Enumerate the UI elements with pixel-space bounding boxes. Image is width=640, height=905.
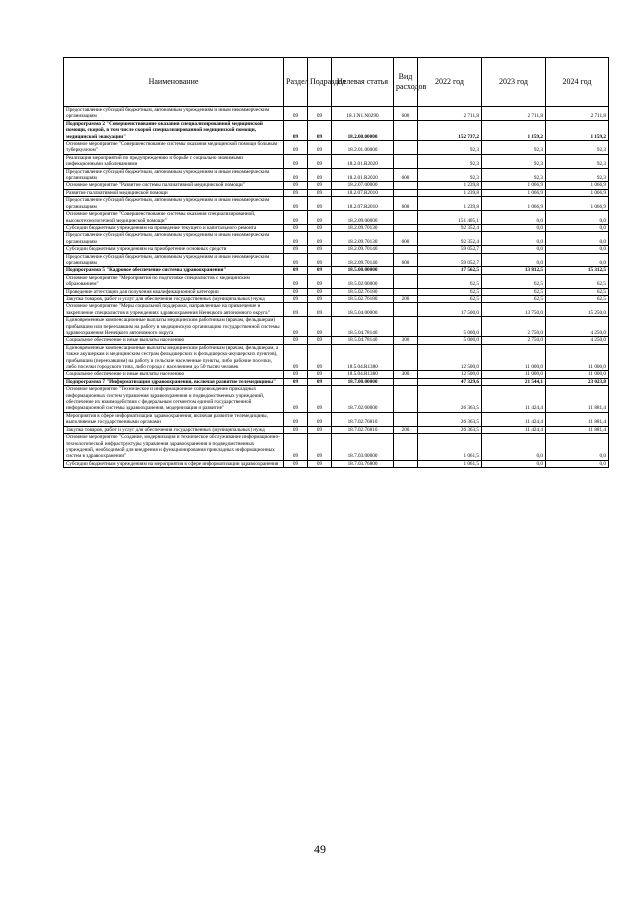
- cell-2024: 4 250,0: [546, 317, 609, 337]
- cell-2023: 0,0: [482, 224, 546, 231]
- table-row: [64, 378, 609, 385]
- cell-subsection: 09: [308, 371, 332, 378]
- cell-target: 18.2.01.R2020: [332, 154, 394, 168]
- cell-2024: 11 881,4: [546, 412, 609, 426]
- cell-section: 09: [284, 303, 308, 317]
- table-row: [64, 303, 609, 317]
- cell-2022: 92 352,4: [418, 224, 482, 231]
- table-row: [64, 246, 609, 253]
- cell-2022: 1 061,5: [418, 460, 482, 467]
- cell-2024: 62,5: [546, 288, 609, 295]
- cell-subsection: 09: [308, 232, 332, 246]
- table-row: [64, 426, 609, 433]
- table-row: [64, 182, 609, 189]
- cell-subsection: 09: [308, 197, 332, 211]
- cell-expense-type: [394, 378, 418, 385]
- cell-target: 18.5.04.78140: [332, 317, 394, 337]
- cell-target: 18.5.04.00000: [332, 303, 394, 317]
- cell-2023: 92,3: [482, 141, 546, 155]
- cell-2022: 59 052,7: [418, 253, 482, 267]
- cell-2023: 11 000,0: [482, 344, 546, 371]
- cell-subsection: 09: [308, 267, 332, 274]
- cell-subsection: 09: [308, 317, 332, 337]
- table-row: [64, 412, 609, 426]
- page-number: 49: [314, 842, 326, 856]
- header-expense-type: Вид расходов: [394, 58, 418, 107]
- cell-2022: 92,3: [418, 141, 482, 155]
- cell-section: 09: [284, 460, 308, 467]
- table-row: [64, 344, 609, 371]
- cell-2024: 62,5: [546, 274, 609, 288]
- cell-target: 18.2.09.70130: [332, 232, 394, 246]
- cell-name: Развитие паллиативной медицинской помощи: [64, 189, 284, 196]
- cell-name: Предоставление субсидий бюджетным, автономным учреждениям и иным некоммерческим организациям: [64, 107, 284, 121]
- cell-name: Основное мероприятие "Совершенствование системы оказания специализированной, высокотехнологичной медицинской помощи": [64, 211, 284, 225]
- cell-subsection: 09: [308, 224, 332, 231]
- cell-2022: 1 239,8: [418, 197, 482, 211]
- table-row: [64, 253, 609, 267]
- cell-section: 09: [284, 189, 308, 196]
- cell-subsection: 09: [308, 295, 332, 302]
- header-section: Раздел: [284, 58, 308, 107]
- cell-name: Субсидии бюджетным учреждениям на приобретение основных средств: [64, 246, 284, 253]
- cell-2022: 5 000,0: [418, 317, 482, 337]
- table-body: [64, 107, 609, 468]
- cell-target: 18.2.09.70140: [332, 253, 394, 267]
- cell-name: Подпрограмма 2 "Совершенствование оказания специализированной медицинской помощи, скорой, в том числе скорой специализированной медицинской помощи, медицинской эвакуации": [64, 120, 284, 140]
- table-row: [64, 317, 609, 337]
- cell-name: Мероприятия в сфере информатизации здравоохранения, включая развитие телемедицины, выполняемые государственными органами: [64, 412, 284, 426]
- cell-target: 18.5.02.76180: [332, 288, 394, 295]
- cell-2023: 92,3: [482, 154, 546, 168]
- cell-target: 18.2.07.R2010: [332, 189, 394, 196]
- cell-subsection: 09: [308, 344, 332, 371]
- cell-expense-type: [394, 460, 418, 467]
- cell-2023: 2 711,8: [482, 107, 546, 121]
- cell-expense-type: [394, 386, 418, 413]
- cell-subsection: 09: [308, 303, 332, 317]
- cell-2022: 26 363,5: [418, 412, 482, 426]
- cell-expense-type: [394, 267, 418, 274]
- cell-section: 09: [284, 412, 308, 426]
- cell-subsection: 09: [308, 434, 332, 461]
- cell-subsection: 09: [308, 426, 332, 433]
- cell-subsection: 09: [308, 253, 332, 267]
- cell-2024: 11 000,0: [546, 344, 609, 371]
- cell-expense-type: 200: [394, 426, 418, 433]
- cell-2022: 92,3: [418, 168, 482, 182]
- cell-subsection: 09: [308, 460, 332, 467]
- table-row: [64, 211, 609, 225]
- cell-expense-type: 600: [394, 232, 418, 246]
- cell-2023: 1 066,9: [482, 182, 546, 189]
- cell-name: Единовременные компенсационные выплаты медицинским работникам (врачам, фельдшерам) прибывшим или переехавшим на работу в медицинскую организацию государственной системы здравоохранения Ненецкого автономного округа: [64, 317, 284, 337]
- cell-name: Закупка товаров, работ и услуг для обеспечения государственных (муниципальных) нужд: [64, 426, 284, 433]
- cell-target: 18.7.00.00000: [332, 378, 394, 385]
- cell-2022: 151 405,1: [418, 211, 482, 225]
- cell-section: 09: [284, 253, 308, 267]
- table-row: [64, 386, 609, 413]
- cell-2023: 0,0: [482, 211, 546, 225]
- cell-2024: 23 023,8: [546, 378, 609, 385]
- cell-2023: 13 812,5: [482, 267, 546, 274]
- cell-2022: 2 711,8: [418, 107, 482, 121]
- table-row: [64, 141, 609, 155]
- cell-2023: 0,0: [482, 246, 546, 253]
- cell-expense-type: [394, 288, 418, 295]
- cell-2023: 0,0: [482, 460, 546, 467]
- cell-name: Подпрограмма 5 "Кадровое обеспечение системы здравоохранения": [64, 267, 284, 274]
- cell-section: 09: [284, 182, 308, 189]
- cell-section: 09: [284, 371, 308, 378]
- cell-name: Единовременные компенсационные выплаты медицинским работникам (врачам, фельдшерам, а также акушеркам и медицинским сестрам фельдшерских и фельдшерско-акушерских пунктов), прибывшим (переехавшим) на работу в сельские населенные пункты, либо рабочие поселки, либо поселки городского типа, либо города с населением до 50 тысяч человек: [64, 344, 284, 371]
- cell-name: Основное мероприятие "Развитие системы паллиативной медицинской помощи": [64, 182, 284, 189]
- header-name: Наименование: [64, 58, 284, 107]
- cell-2023: 62,5: [482, 288, 546, 295]
- header-target: Целевая статья: [332, 58, 394, 107]
- cell-section: 09: [284, 295, 308, 302]
- cell-target: 18.2.01.R2020: [332, 168, 394, 182]
- cell-2024: 0,0: [546, 246, 609, 253]
- cell-2024: 11 881,4: [546, 386, 609, 413]
- cell-2024: 11 881,4: [546, 426, 609, 433]
- cell-subsection: 09: [308, 288, 332, 295]
- cell-2022: 17 562,5: [418, 267, 482, 274]
- cell-2023: 11 000,0: [482, 371, 546, 378]
- cell-2024: 15 312,5: [546, 267, 609, 274]
- cell-expense-type: [394, 344, 418, 371]
- cell-expense-type: [394, 120, 418, 140]
- cell-subsection: 09: [308, 378, 332, 385]
- cell-section: 09: [284, 386, 308, 413]
- cell-section: 09: [284, 197, 308, 211]
- cell-section: 09: [284, 378, 308, 385]
- cell-2023: 2 750,0: [482, 317, 546, 337]
- cell-name: Предоставление субсидий бюджетным, автономным учреждениям и иным некоммерческим организациям: [64, 232, 284, 246]
- cell-2024: 92,3: [546, 168, 609, 182]
- cell-2022: 1 061,5: [418, 434, 482, 461]
- cell-subsection: 09: [308, 412, 332, 426]
- cell-subsection: 09: [308, 182, 332, 189]
- cell-target: 18.5.02.76180: [332, 295, 394, 302]
- cell-subsection: 09: [308, 246, 332, 253]
- budget-table: [63, 57, 609, 468]
- cell-2023: 11 424,4: [482, 386, 546, 413]
- table-row: [64, 232, 609, 246]
- cell-2022: 5 000,0: [418, 337, 482, 344]
- cell-expense-type: [394, 224, 418, 231]
- cell-2023: 0,0: [482, 434, 546, 461]
- cell-2022: 62,5: [418, 295, 482, 302]
- cell-name: Основное мероприятие "Меры социальной поддержки, направленные на привлечение и закрепление специалистов в учреждениях здравоохранения Ненецкого автономного округа": [64, 303, 284, 317]
- cell-expense-type: [394, 182, 418, 189]
- table-row: [64, 274, 609, 288]
- table-row: [64, 371, 609, 378]
- cell-target: 18.7.03.76800: [332, 460, 394, 467]
- cell-2023: 11 424,4: [482, 412, 546, 426]
- cell-2022: 62,5: [418, 274, 482, 288]
- cell-subsection: 09: [308, 120, 332, 140]
- cell-section: 09: [284, 154, 308, 168]
- cell-name: Предоставление субсидий бюджетным, автономным учреждениям и иным некоммерческим организациям: [64, 197, 284, 211]
- cell-expense-type: 300: [394, 337, 418, 344]
- cell-expense-type: [394, 211, 418, 225]
- cell-2023: 0,0: [482, 232, 546, 246]
- cell-section: 09: [284, 344, 308, 371]
- cell-2023: 62,5: [482, 274, 546, 288]
- cell-section: 09: [284, 267, 308, 274]
- cell-name: Основное мероприятие "Мероприятия по подготовке специалистов с медицинским образованием": [64, 274, 284, 288]
- cell-target: 18.2.09.00000: [332, 211, 394, 225]
- cell-target: 18.2.00.00000: [332, 120, 394, 140]
- table-row: [64, 107, 609, 121]
- cell-name: Социальное обеспечение и иные выплаты населению: [64, 337, 284, 344]
- cell-expense-type: 300: [394, 371, 418, 378]
- cell-2023: 62,5: [482, 295, 546, 302]
- cell-name: Основное мероприятие "Техническое и информационное сопровождение прикладных информационных систем управления здравоохранения и подведомственных учреждений, обеспечение их взаимодействия с федеральным сегментом единой государственной информационной системы здравоохранения, модернизация и развитие": [64, 386, 284, 413]
- cell-name: Проведение аттестации для получения квалификационной категории: [64, 288, 284, 295]
- cell-2024: 0,0: [546, 460, 609, 467]
- header-subsection: Подраздел: [308, 58, 332, 107]
- cell-2024: 0,0: [546, 232, 609, 246]
- cell-section: 09: [284, 168, 308, 182]
- cell-2024: 0,0: [546, 211, 609, 225]
- cell-2022: 1 239,8: [418, 189, 482, 196]
- cell-2024: 0,0: [546, 253, 609, 267]
- cell-expense-type: [394, 412, 418, 426]
- cell-expense-type: [394, 274, 418, 288]
- cell-subsection: 09: [308, 168, 332, 182]
- table-row: [64, 120, 609, 140]
- cell-section: 09: [284, 120, 308, 140]
- cell-2022: 59 052,7: [418, 246, 482, 253]
- cell-section: 09: [284, 274, 308, 288]
- header-2023: 2023 год: [482, 58, 546, 107]
- cell-subsection: 09: [308, 189, 332, 196]
- cell-subsection: 09: [308, 386, 332, 413]
- cell-expense-type: [394, 434, 418, 461]
- cell-2022: 26 363,5: [418, 386, 482, 413]
- cell-2022: 1 239,8: [418, 182, 482, 189]
- table-row: [64, 189, 609, 196]
- cell-target: 18.2.07.R2010: [332, 197, 394, 211]
- table-row: [64, 224, 609, 231]
- cell-2022: 26 363,5: [418, 426, 482, 433]
- cell-2024: 0,0: [546, 434, 609, 461]
- cell-target: 18.5.04.R1380: [332, 371, 394, 378]
- table-row: [64, 197, 609, 211]
- cell-2022: 47 329,6: [418, 378, 482, 385]
- cell-name: Реализация мероприятий по предупреждению и борьбе с социально значимыми инфекционными заболеваниями: [64, 154, 284, 168]
- cell-subsection: 09: [308, 274, 332, 288]
- cell-name: Основное мероприятие "Совершенствование системы оказания медицинской помощи больным туберкулезом": [64, 141, 284, 155]
- cell-subsection: 09: [308, 107, 332, 121]
- cell-2024: 1 159,2: [546, 120, 609, 140]
- cell-2024: 1 066,9: [546, 189, 609, 196]
- cell-name: Основное мероприятие "Создание, модернизация и техническое обслуживание информационно-технологической инфраструктуры управления здравоохранения и подведомственных учреждений, необходимой для внедрения и функционирования прикладных информационных систем в здравоохранении": [64, 434, 284, 461]
- cell-section: 09: [284, 434, 308, 461]
- cell-2023: 2 750,0: [482, 337, 546, 344]
- table-row: [64, 434, 609, 461]
- table-header-row: [64, 58, 609, 107]
- cell-expense-type: 600: [394, 168, 418, 182]
- cell-name: Субсидии бюджетным учреждениям на проведение текущего и капитального ремонта: [64, 224, 284, 231]
- cell-section: 09: [284, 426, 308, 433]
- cell-section: 09: [284, 141, 308, 155]
- cell-section: 09: [284, 288, 308, 295]
- cell-2022: 62,5: [418, 288, 482, 295]
- cell-name: Субсидии бюджетным учреждениям на мероприятия в сфере информатизации здравоохранения: [64, 460, 284, 467]
- table-row: [64, 288, 609, 295]
- cell-section: 09: [284, 317, 308, 337]
- cell-2023: 1 159,2: [482, 120, 546, 140]
- cell-2022: 92 352,4: [418, 232, 482, 246]
- cell-2024: 1 066,9: [546, 197, 609, 211]
- cell-2022: 152 737,2: [418, 120, 482, 140]
- cell-expense-type: [394, 189, 418, 196]
- cell-name: Подпрограмма 7 "Информатизация здравоохранения, включая развитие телемедицины": [64, 378, 284, 385]
- header-2024: 2024 год: [546, 58, 609, 107]
- cell-2023: 0,0: [482, 253, 546, 267]
- cell-target: 18.7.02.76810: [332, 426, 394, 433]
- cell-section: 09: [284, 246, 308, 253]
- cell-expense-type: 600: [394, 253, 418, 267]
- cell-2023: 1 066,9: [482, 189, 546, 196]
- table-row: [64, 460, 609, 467]
- cell-section: 09: [284, 337, 308, 344]
- cell-2024: 1 066,9: [546, 182, 609, 189]
- cell-target: 18.7.03.00000: [332, 434, 394, 461]
- cell-expense-type: [394, 246, 418, 253]
- cell-expense-type: 600: [394, 197, 418, 211]
- cell-section: 09: [284, 224, 308, 231]
- cell-expense-type: [394, 141, 418, 155]
- cell-subsection: 09: [308, 141, 332, 155]
- cell-target: 18.5.02.00000: [332, 274, 394, 288]
- cell-2023: 11 424,4: [482, 426, 546, 433]
- cell-target: 18.5.04.78140: [332, 337, 394, 344]
- cell-2023: 1 066,9: [482, 197, 546, 211]
- cell-2024: 4 250,0: [546, 337, 609, 344]
- cell-2022: 12 500,0: [418, 344, 482, 371]
- cell-2022: 17 500,0: [418, 303, 482, 317]
- cell-target: 18.1.N1.N0290: [332, 107, 394, 121]
- table-row: [64, 168, 609, 182]
- cell-target: 18.7.02.00000: [332, 386, 394, 413]
- cell-target: 18.2.09.70130: [332, 224, 394, 231]
- cell-2024: 15 250,0: [546, 303, 609, 317]
- cell-target: 18.2.01.00000: [332, 141, 394, 155]
- cell-target: 18.7.02.76810: [332, 412, 394, 426]
- cell-expense-type: 200: [394, 295, 418, 302]
- cell-2023: 92,3: [482, 168, 546, 182]
- cell-2024: 11 000,0: [546, 371, 609, 378]
- table-row: [64, 295, 609, 302]
- cell-2024: 92,3: [546, 141, 609, 155]
- cell-expense-type: [394, 317, 418, 337]
- cell-2024: 2 711,8: [546, 107, 609, 121]
- cell-name: Закупка товаров, работ и услуг для обеспечения государственных (муниципальных) нужд: [64, 295, 284, 302]
- cell-target: 18.5.00.00000: [332, 267, 394, 274]
- cell-section: 09: [284, 232, 308, 246]
- cell-2024: 62,5: [546, 295, 609, 302]
- cell-2022: 12 500,0: [418, 371, 482, 378]
- cell-expense-type: 600: [394, 107, 418, 121]
- cell-target: 18.5.04.R1380: [332, 344, 394, 371]
- cell-name: Социальное обеспечение и иные выплаты населению: [64, 371, 284, 378]
- cell-name: Предоставление субсидий бюджетным, автономным учреждениям и иным некоммерческим организациям: [64, 168, 284, 182]
- cell-expense-type: [394, 303, 418, 317]
- cell-section: 09: [284, 107, 308, 121]
- cell-2024: 0,0: [546, 224, 609, 231]
- table-row: [64, 267, 609, 274]
- cell-section: 09: [284, 211, 308, 225]
- cell-2023: 21 544,1: [482, 378, 546, 385]
- cell-target: 18.2.07.00000: [332, 182, 394, 189]
- cell-expense-type: [394, 154, 418, 168]
- table-row: [64, 154, 609, 168]
- cell-2023: 13 750,0: [482, 303, 546, 317]
- cell-2022: 92,3: [418, 154, 482, 168]
- cell-subsection: 09: [308, 211, 332, 225]
- cell-target: 18.2.09.70140: [332, 246, 394, 253]
- cell-name: Предоставление субсидий бюджетным, автономным учреждениям и иным некоммерческим организациям: [64, 253, 284, 267]
- table-row: [64, 337, 609, 344]
- header-2022: 2022 год: [418, 58, 482, 107]
- cell-subsection: 09: [308, 154, 332, 168]
- cell-subsection: 09: [308, 337, 332, 344]
- cell-2024: 92,3: [546, 154, 609, 168]
